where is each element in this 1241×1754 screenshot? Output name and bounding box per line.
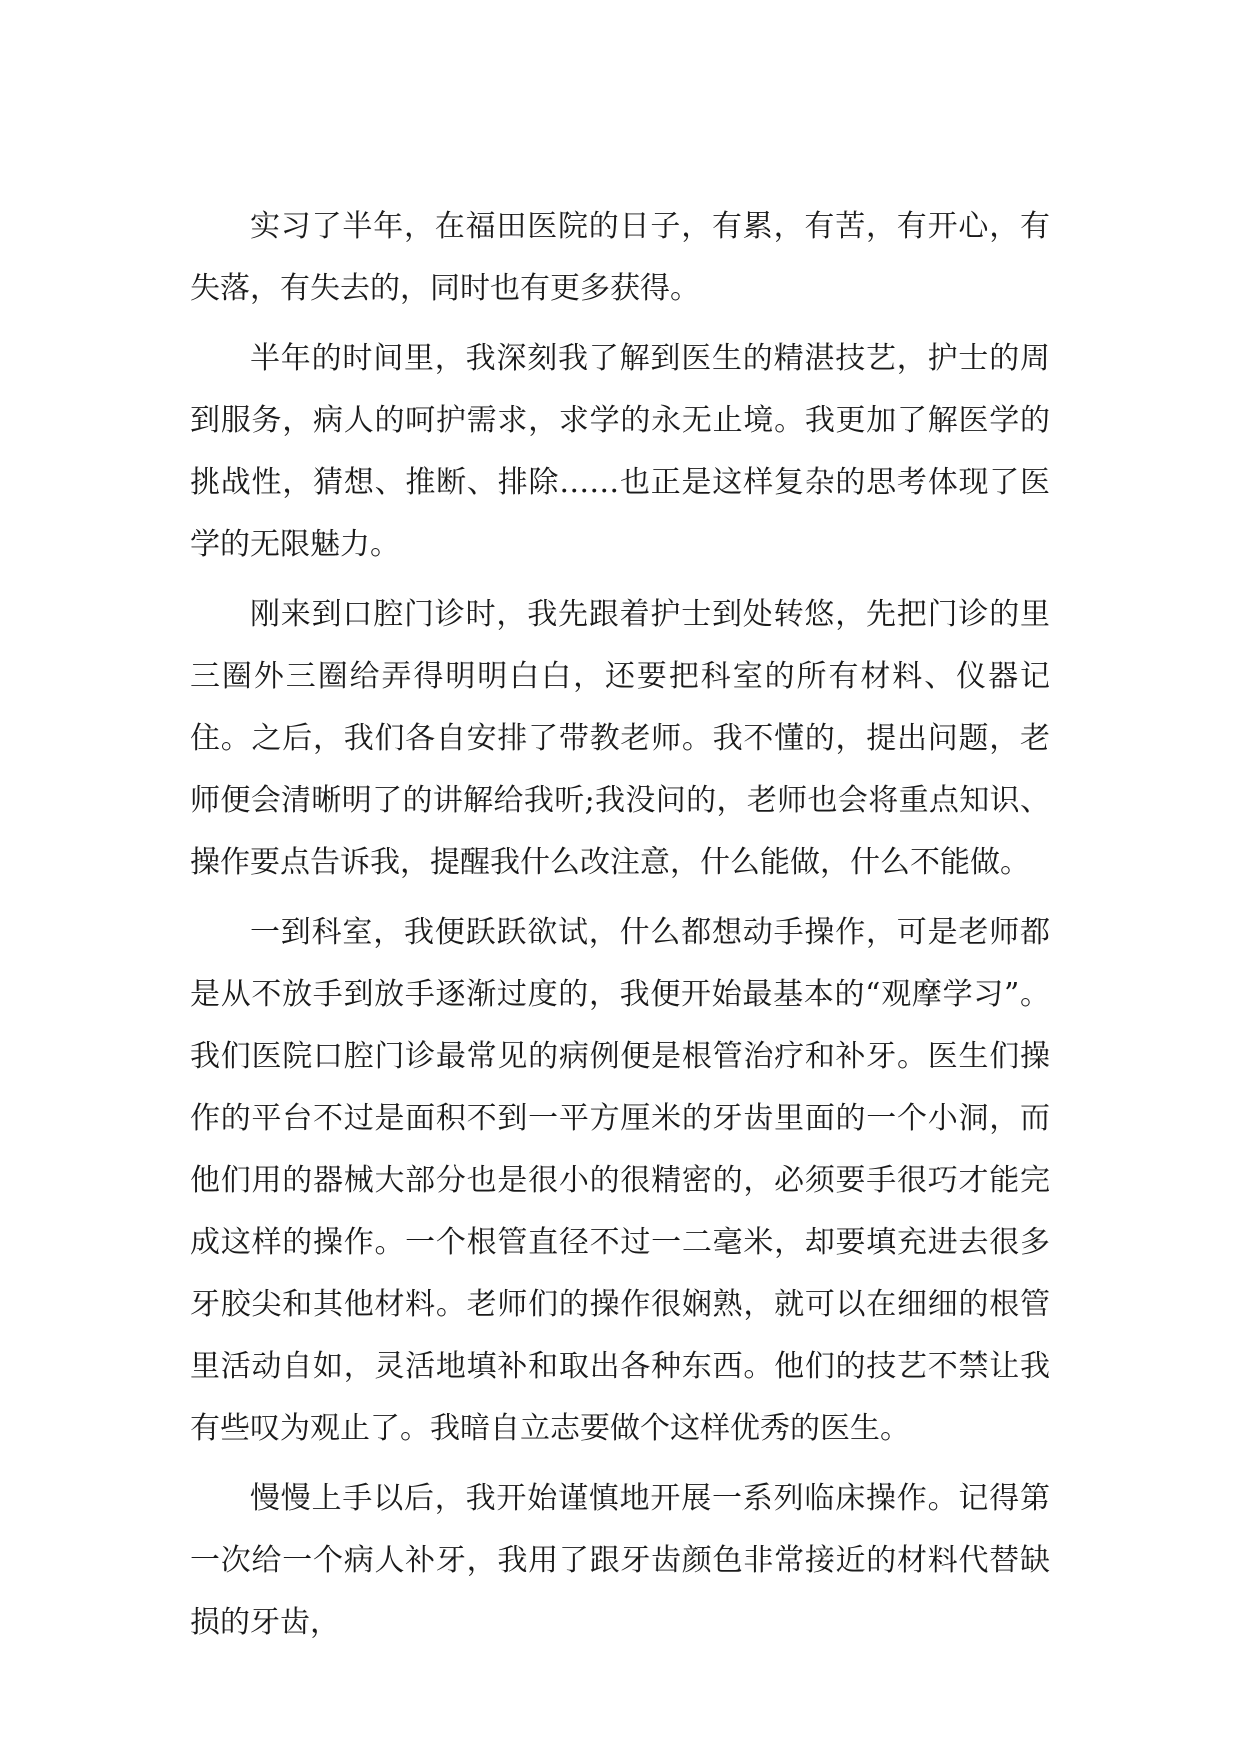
paragraph-2: 半年的时间里，我深刻我了解到医生的精湛技艺，护士的周到服务，病人的呵护需求，求学的永无止境。我更加了解医学的挑战性，猜想、推断、排除……也正是这样复杂的思考体现了医学的无限魅力。 [190,341,1050,562]
paragraph-3: 刚来到口腔门诊时，我先跟着护士到处转悠，先把门诊的里三圈外三圈给弄得明明白白，还要把科室的所有材料、仪器记住。之后，我们各自安排了带教老师。我不懂的，提出问题，老师便会清晰明了的讲解给我听;我没问的，老师也会将重点知识、操作要点告诉我，提醒我什么改注意，什么能做，什么不能做。 [190,597,1050,880]
document-body [190,196,1050,1662]
paragraph-5: 慢慢上手以后，我开始谨慎地开展一系列临床操作。记得第一次给一个病人补牙，我用了跟牙齿颜色非常接近的材料代替缺损的牙齿， [190,1481,1050,1640]
paragraph-1: 实习了半年，在福田医院的日子，有累，有苦，有开心，有失落，有失去的，同时也有更多获得。 [190,209,1050,306]
paragraph-4: 一到科室，我便跃跃欲试，什么都想动手操作，可是老师都是从不放手到放手逐渐过度的，我便开始最基本的“观摩学习”。我们医院口腔门诊最常见的病例便是根管治疗和补牙。医生们操作的平台不过是面积不到一平方厘米的牙齿里面的一个小洞，而他们用的器械大部分也是很小的很精密的，必须要手很巧才能完成这样的操作。一个根管直径不过一二毫米，却要填充进去很多牙胶尖和其他材料。老师们的操作很娴熟，就可以在细细的根管里活动自如，灵活地填补和取出各种东西。他们的技艺不禁让我有些叹为观止了。我暗自立志要做个这样优秀的医生。 [190,915,1050,1446]
